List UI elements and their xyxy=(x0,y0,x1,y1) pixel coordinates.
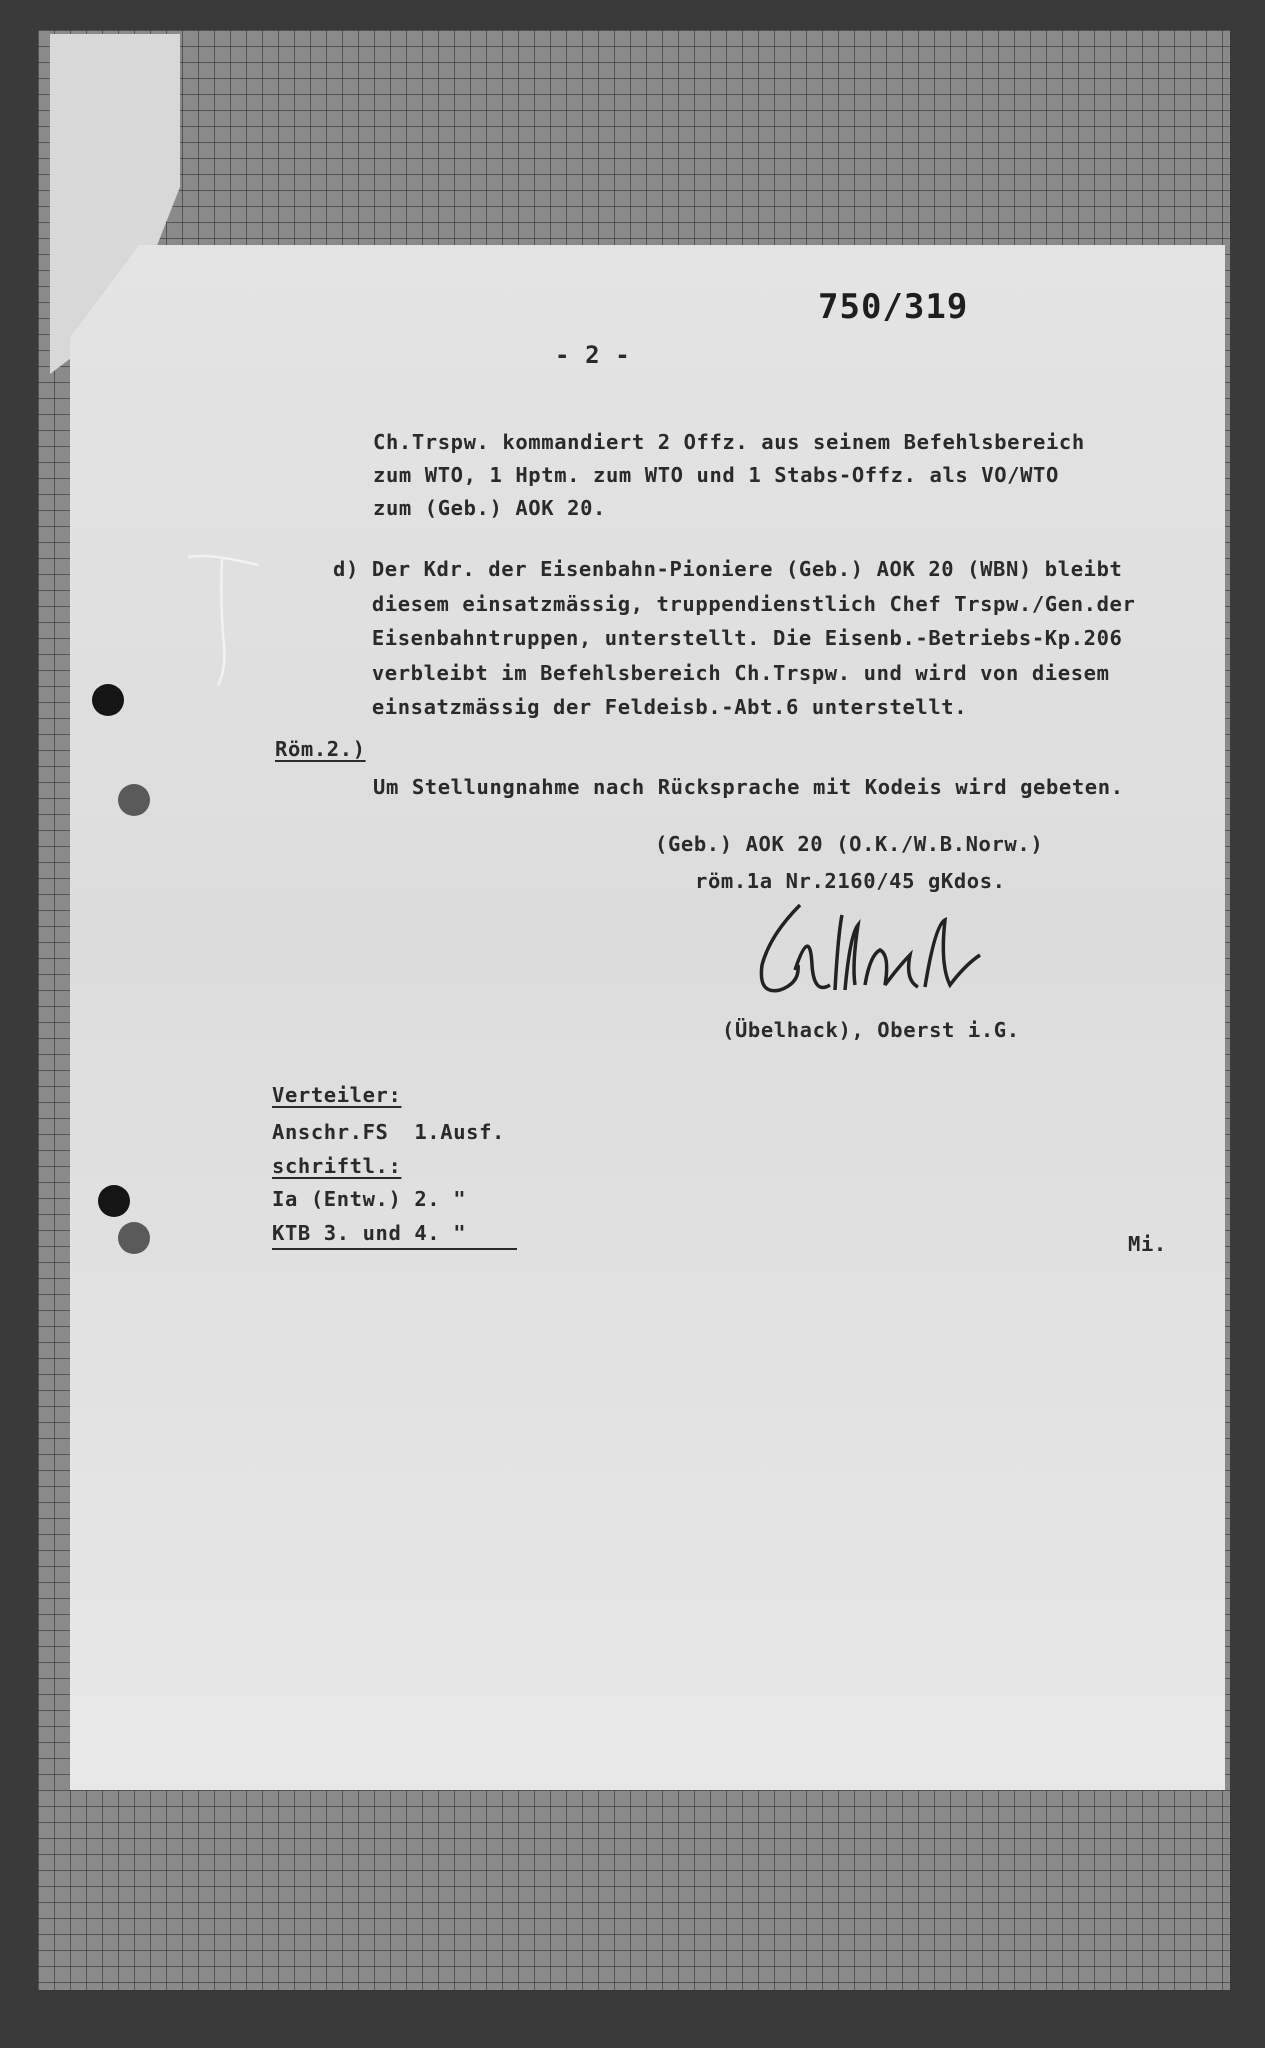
page-number: - 2 - xyxy=(555,341,631,369)
distribution-line: KTB 3. und 4. " xyxy=(272,1221,467,1245)
punch-hole xyxy=(92,684,124,716)
text-line: verbleibt im Befehlsbereich Ch.Trspw. und wird von diesem xyxy=(333,661,1110,685)
text-line: zum (Geb.) AOK 20. xyxy=(373,496,606,520)
signature-name: (Übelhack), Oberst i.G. xyxy=(722,1018,1020,1042)
reference-line: röm.1a Nr.2160/45 gKdos. xyxy=(695,869,1006,893)
distribution-heading: Verteiler: xyxy=(272,1083,402,1107)
initials: Mi. xyxy=(1128,1232,1167,1256)
punch-hole xyxy=(118,784,150,816)
request-line: Um Stellungnahme nach Rücksprache mit Kodeis wird gebeten. xyxy=(373,775,1124,799)
signature xyxy=(740,895,1020,1015)
text-line: d) Der Kdr. der Eisenbahn-Pioniere (Geb.) AOK 20 (WBN) bleibt xyxy=(333,557,1123,581)
distribution-line: Ia (Entw.) 2. " xyxy=(272,1187,467,1211)
section-label: Röm.2.) xyxy=(275,737,366,761)
distribution-subheading: schriftl.: xyxy=(272,1154,402,1178)
sender-line: (Geb.) AOK 20 (O.K./W.B.Norw.) xyxy=(655,832,1044,856)
punch-hole xyxy=(118,1222,150,1254)
punch-hole xyxy=(98,1185,130,1217)
text-line: einsatzmässig der Feldeisb.-Abt.6 unterstellt. xyxy=(333,695,968,719)
text-line: Ch.Trspw. kommandiert 2 Offz. aus seinem Befehlsbereich xyxy=(373,430,1085,454)
underline-rule xyxy=(272,1248,517,1250)
distribution-line: Anschr.FS 1.Ausf. xyxy=(272,1120,505,1144)
text-line: Eisenbahntruppen, unterstellt. Die Eisenb.-Betriebs-Kp.206 xyxy=(333,626,1123,650)
pencil-mark xyxy=(180,545,270,695)
document-number: 750/319 xyxy=(818,287,969,327)
text-line: diesem einsatzmässig, truppendienstlich Chef Trspw./Gen.der xyxy=(333,592,1136,616)
text-line: zum WTO, 1 Hptm. zum WTO und 1 Stabs-Offz. als VO/WTO xyxy=(373,463,1059,487)
